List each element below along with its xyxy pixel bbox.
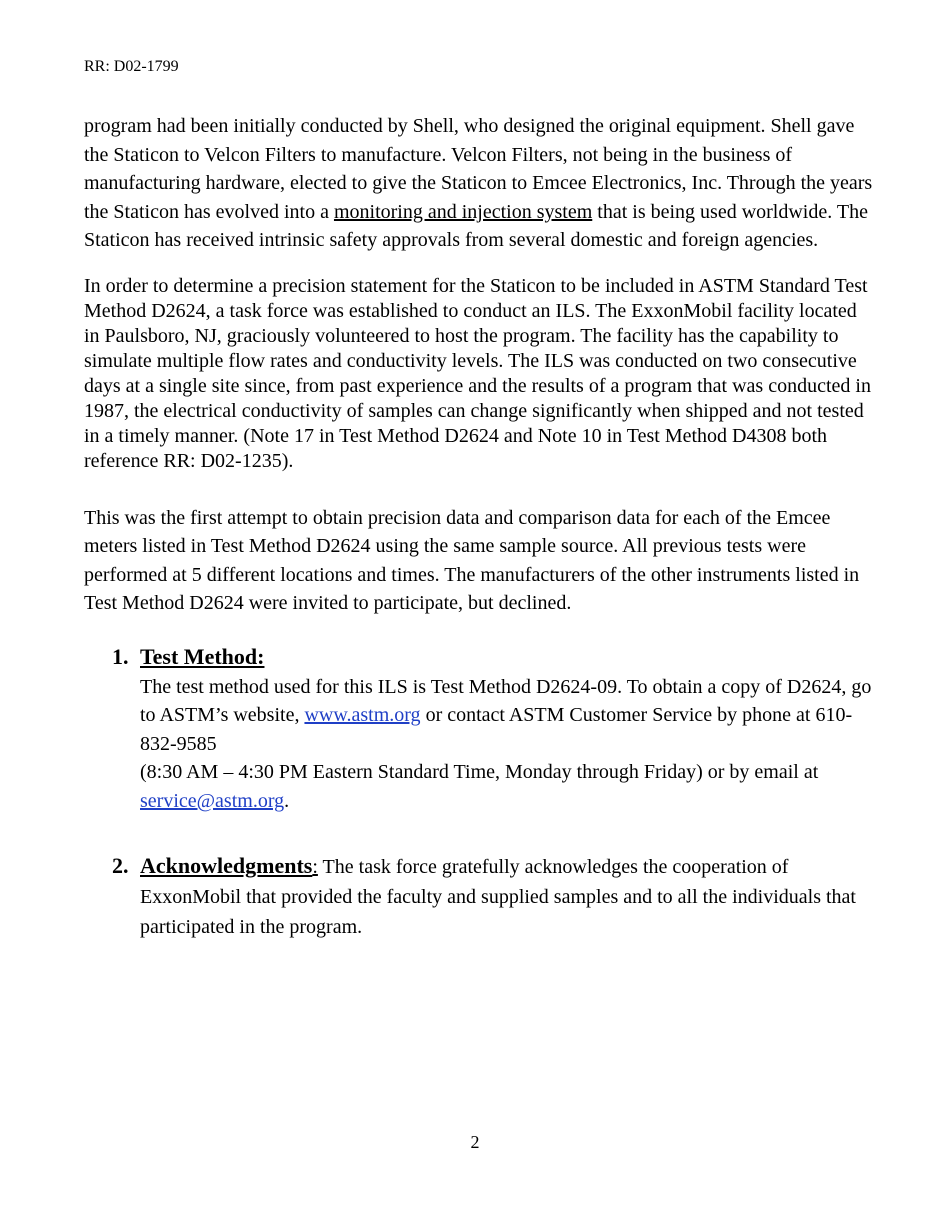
paragraph-history-text-a: program had been initially conducted by Shell, who designed the original equipment. Shell gave the Staticon to Velcon Filters to manufacture. Velcon Filters, not being in the business of manufacturing hardware, elected to give the Staticon to Emcee Electronics, Inc. Through the years the Staticon has evolved into a [84,115,873,223]
section-acknowledgments-body [140,851,874,942]
section-text: The test method used for this ILS is Test Method D2624-09. To obtain a copy of D2624, go to ASTM’s website, [140,675,872,727]
page-number: 2 [470,1132,480,1152]
astm-website-link[interactable]: www.astm.org [304,704,421,727]
section-number: 1. [112,643,129,669]
paragraph-ils: In order to determine a precision statement for the Staticon to be included in ASTM Standard Test Method D2624, a task force was established to conduct an ILS. The ExxonMobil facility located in Paulsboro, NJ, graciously volunteered to host the program. The facility has the capability to simulate multiple flow rates and conductivity levels. The ILS was conducted on two consecutive days at a single site since, from past experience and the results of a program that was conducted in 1987, the electrical conductivity of samples can change significantly when shipped and not tested in a timely manner. (Note 17 in Test Method D2624 and Note 10 in Test Method D4308 both reference RR: D02-1235). [84,274,871,472]
section-title: Acknowledgments [140,853,313,879]
paragraph-history-text-b: that is being used worldwide. The Staticon has received intrinsic safety approvals from several domestic and foreign agencies. [84,200,868,252]
section-text: The task force gratefully acknowledges the cooperation of ExxonMobil that provided the faculty and supplied samples and to all the individuals that participated in the program. [140,856,856,939]
service-email-link[interactable]: service@astm.org [140,789,285,812]
section-text: (8:30 AM – 4:30 PM Eastern Standard Time, Monday through Friday) or by email at [140,761,819,784]
underlined-phrase: monitoring and injection system [333,200,593,223]
paragraph-first-attempt: This was the first attempt to obtain precision data and comparison data for each of the Emcee meters listed in Test Method D2624 using the same sample source. All previous tests were performed at 5 different locations and times. The manufacturers of the other instruments listed in Test Method D2624 were invited to participate, but declined. [84,506,860,615]
paragraph-history [84,112,874,255]
report-id-header: RR: D02-1799 [84,58,179,75]
section-test-method-body [140,673,874,816]
section-title: Test Method: [140,643,265,669]
section-colon: : [312,856,318,879]
section-text: or contact ASTM Customer Service by phone at 610-832-9585 [140,704,853,755]
section-text: . [284,789,290,812]
document-body [84,112,874,942]
section-number: 2. [112,853,129,879]
section-acknowledgments [84,851,874,942]
section-test-method [84,642,874,816]
